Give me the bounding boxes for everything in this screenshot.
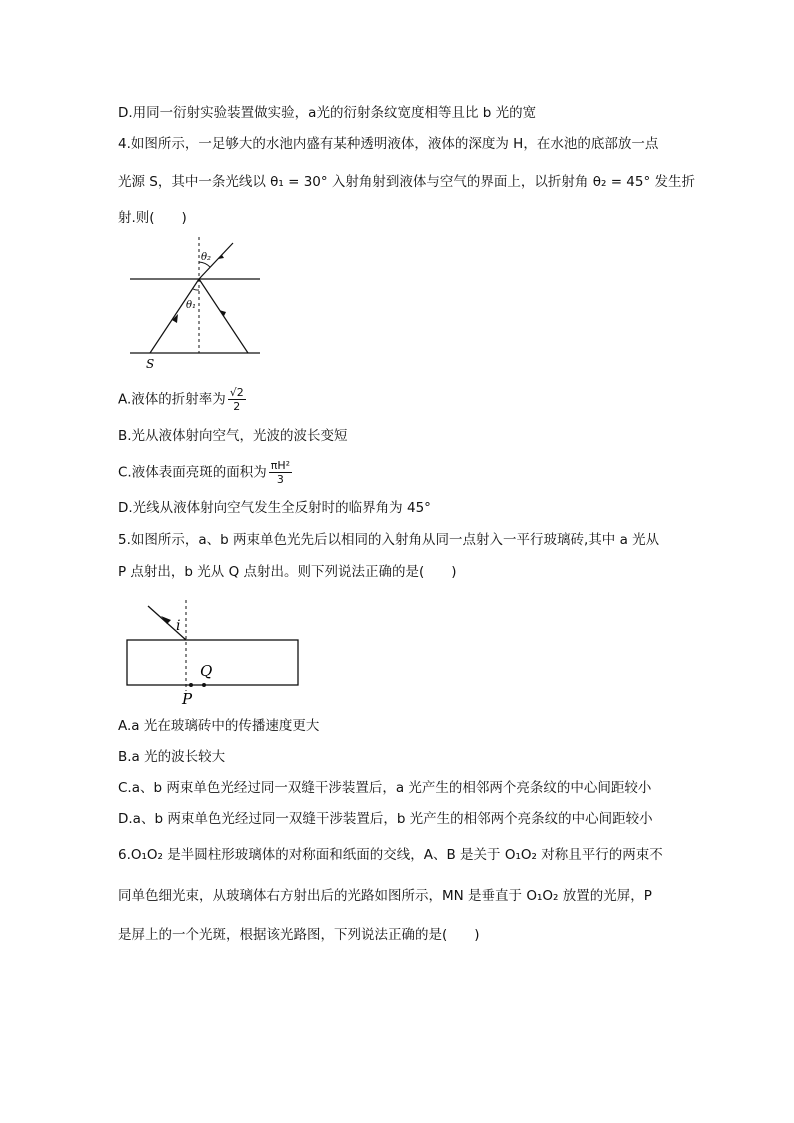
point-p bbox=[189, 683, 193, 687]
q5-stem-line-1: 5.如图所示，a、b 两束单色光先后以相同的入射角从同一点射入一平行玻璃砖,其中 a 光从 bbox=[118, 532, 660, 548]
q4-stem-line-3: 射.则( ) bbox=[118, 210, 187, 226]
q4-option-a bbox=[118, 386, 246, 413]
q5-option-b: B.a 光的波长较大 bbox=[118, 749, 226, 765]
q5-stem-line-2: P 点射出，b 光从 Q 点射出。则下列说法正确的是( ) bbox=[118, 564, 457, 580]
q4-stem-line-1: 4.如图所示，一足够大的水池内盛有某种透明液体，液体的深度为 H，在水池的底部放一点 bbox=[118, 136, 659, 152]
q6-stem-line-2: 同单色细光束，从玻璃体右方射出后的光路如图所示，MN 是垂直于 O₁O₂ 放置的光屏，P bbox=[118, 888, 652, 904]
glass-brick bbox=[127, 640, 298, 685]
source-s-label: S bbox=[146, 357, 155, 371]
fraction-denominator: 3 bbox=[276, 473, 284, 486]
q6-stem-line-1: 6.O₁O₂ 是半圆柱形玻璃体的对称面和纸面的交线，A、B 是关于 O₁O₂ 对称且平行的两束不 bbox=[118, 847, 663, 863]
theta1-arc bbox=[193, 289, 199, 290]
reflected-ray bbox=[199, 279, 248, 353]
point-q bbox=[202, 683, 206, 687]
q4-option-a-text: A.液体的折射率为 bbox=[118, 391, 226, 408]
q5-option-a: A.a 光在玻璃砖中的传播速度更大 bbox=[118, 718, 320, 734]
incident-ray bbox=[150, 279, 199, 353]
q3-option-d: D.用同一衍射实验装置做实验，a光的衍射条纹宽度相等且比 b 光的宽 bbox=[118, 105, 537, 121]
q4-option-c-text: C.液体表面亮斑的面积为 bbox=[118, 464, 267, 481]
q5-option-c: C.a、b 两束单色光经过同一双缝干涉装置后，a 光产生的相邻两个亮条纹的中心间距较小 bbox=[118, 780, 652, 796]
q5-glass-brick-diagram bbox=[120, 596, 305, 708]
fraction-numerator: πH² bbox=[270, 459, 291, 472]
q4-refraction-diagram bbox=[120, 232, 270, 374]
q4-option-c-fraction bbox=[269, 459, 292, 486]
q4-option-d: D.光线从液体射向空气发生全反射时的临界角为 45° bbox=[118, 500, 431, 516]
q6-stem-line-3: 是屏上的一个光斑，根据该光路图，下列说法正确的是( ) bbox=[118, 927, 480, 943]
theta1-label: θ₁ bbox=[186, 300, 197, 311]
theta2-label: θ₂ bbox=[201, 252, 212, 263]
point-p-label: P bbox=[182, 690, 193, 708]
point-q-label: Q bbox=[200, 662, 213, 680]
q4-option-b: B.光从液体射向空气，光波的波长变短 bbox=[118, 428, 348, 444]
q4-stem-line-2: 光源 S，其中一条光线以 θ₁ = 30° 入射角射到液体与空气的界面上，以折射角 θ₂ = 45° 发生折 bbox=[118, 174, 696, 190]
q4-option-c bbox=[118, 459, 292, 486]
angle-i-label: i bbox=[176, 618, 181, 634]
fraction-numerator: √2 bbox=[229, 386, 244, 399]
q4-option-a-fraction bbox=[228, 386, 246, 413]
fraction-denominator: 2 bbox=[233, 400, 241, 413]
q5-option-d: D.a、b 两束单色光经过同一双缝干涉装置后，b 光产生的相邻两个亮条纹的中心间距较小 bbox=[118, 811, 653, 827]
